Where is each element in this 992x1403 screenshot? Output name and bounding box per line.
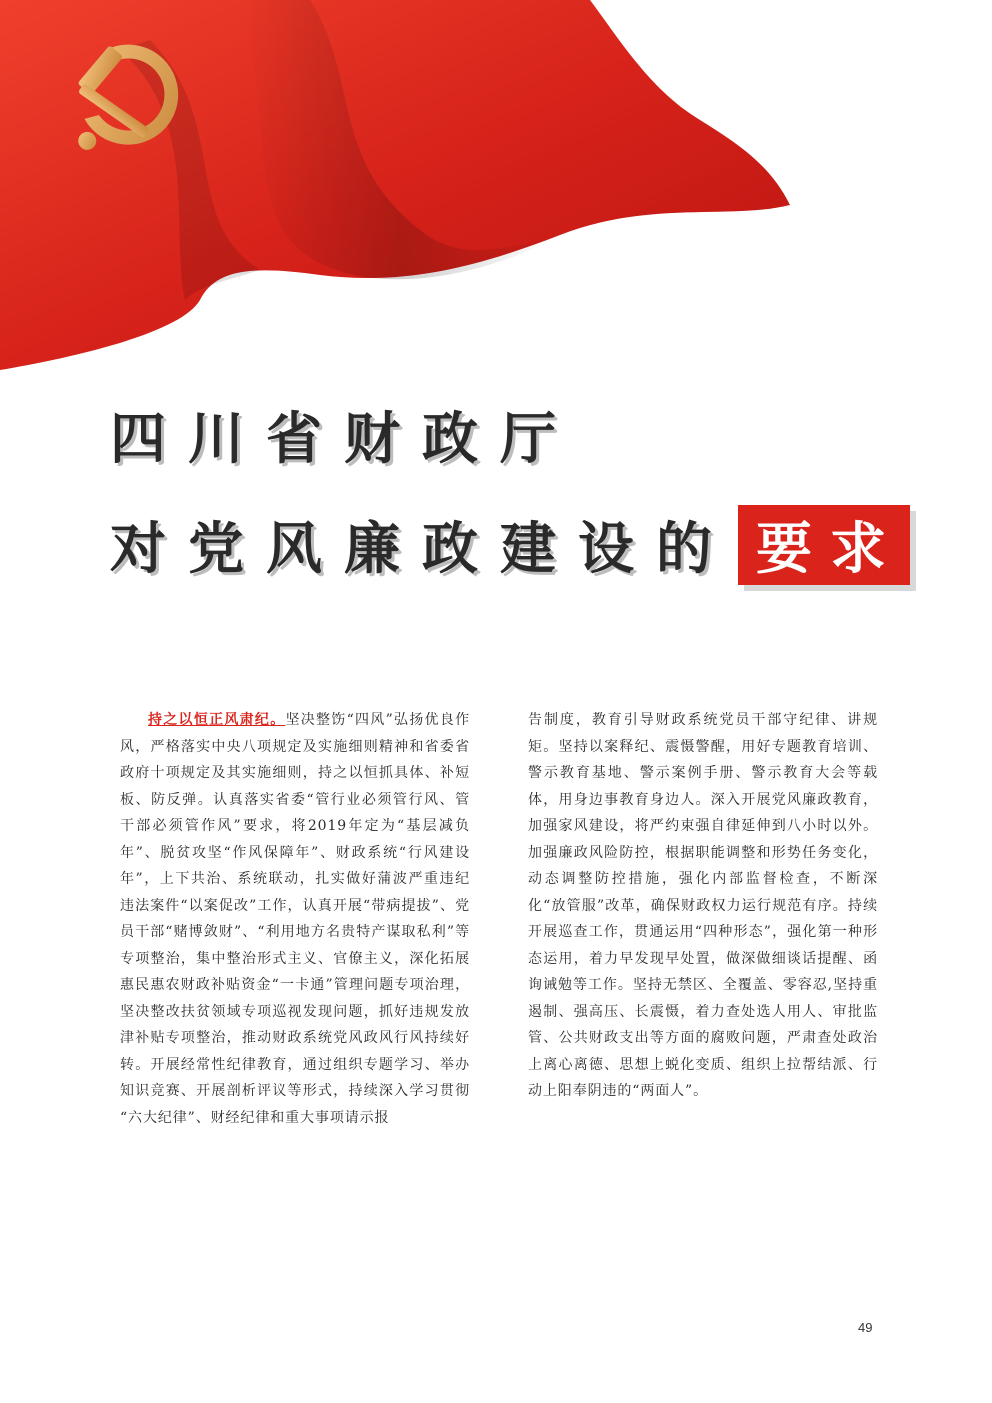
title-prefix: 对党风廉政建设的 <box>110 517 734 582</box>
article-right-text: 告制度，教育引导财政系统党员干部守纪律、讲规矩。坚持以案释纪、震慑警醒，用好专题教育培训、警示教育基地、警示案例手册、警示教育大会等载体，用身边事教育身边人。深入开展党风廉政教育，加强家风建设，将严约束强自律延伸到八小时以外。加强廉政风险防控，根据职能调整和形势任务变化，动态调整防控措施，强化内部监督检查，不断深化“放管服”改革，确保财政权力运行规范有序。持续开展巡查工作，贯通运用“四种形态”，强化第一种形态运用，着力早发现早处置，做深做细谈话提醒、函询诫勉等工作。坚持无禁区、全覆盖、零容忍,坚持重遏制、强高压、长震慑，着力查处选人用人、审批监管、公共财政支出等方面的腐败问题，严肃查处政治上离心离德、思想上蜕化变质、组织上拉帮结派、行动上阳奉阴违的“两面人”。 <box>528 712 878 1099</box>
article-left-text: 坚决整饬“四风”弘扬优良作风，严格落实中央八项规定及实施细则精神和省委省政府十项规定及其实施细则，持之以恒抓具体、补短板、防反弹。认真落实省委“管行业必须管行风、管干部必须管作风”要求，将2019年定为“基层减负年”、脱贫攻坚“作风保障年”、财政系统“行风建设年”，上下共治、系统联动，扎实做好蒲波严重违纪违法案件“以案促改”工作，认真开展“带病提拔”、党员干部“赌博敛财”、“利用地方名贵特产谋取私利”等专项整治，集中整治形式主义、官僚主义，深化拓展惠民惠农财政补贴资金“一卡通”管理问题专项治理，坚决整改扶贫领域专项巡视发现问题，抓好违规发放津补贴专项整治，推动财政系统党风政风行风持续好转。开展经常性纪律教育，通过组织专题学习、举办知识竞赛、开展剖析评议等形式，持续深入学习贯彻 “六大纪律”、财经纪律和重大事项请示报 <box>120 712 470 1126</box>
page-number: 49 <box>858 1320 873 1335</box>
article-right-column <box>528 707 878 1105</box>
red-flag-banner <box>0 0 800 380</box>
article-lead: 持之以恒正风肃纪。 <box>148 712 286 728</box>
page-title-line-2 <box>110 505 910 585</box>
article-left-column <box>120 707 470 1131</box>
title-highlight: 要求 <box>738 505 910 585</box>
page-title-line-1: 四川省财政厅 <box>110 407 578 472</box>
